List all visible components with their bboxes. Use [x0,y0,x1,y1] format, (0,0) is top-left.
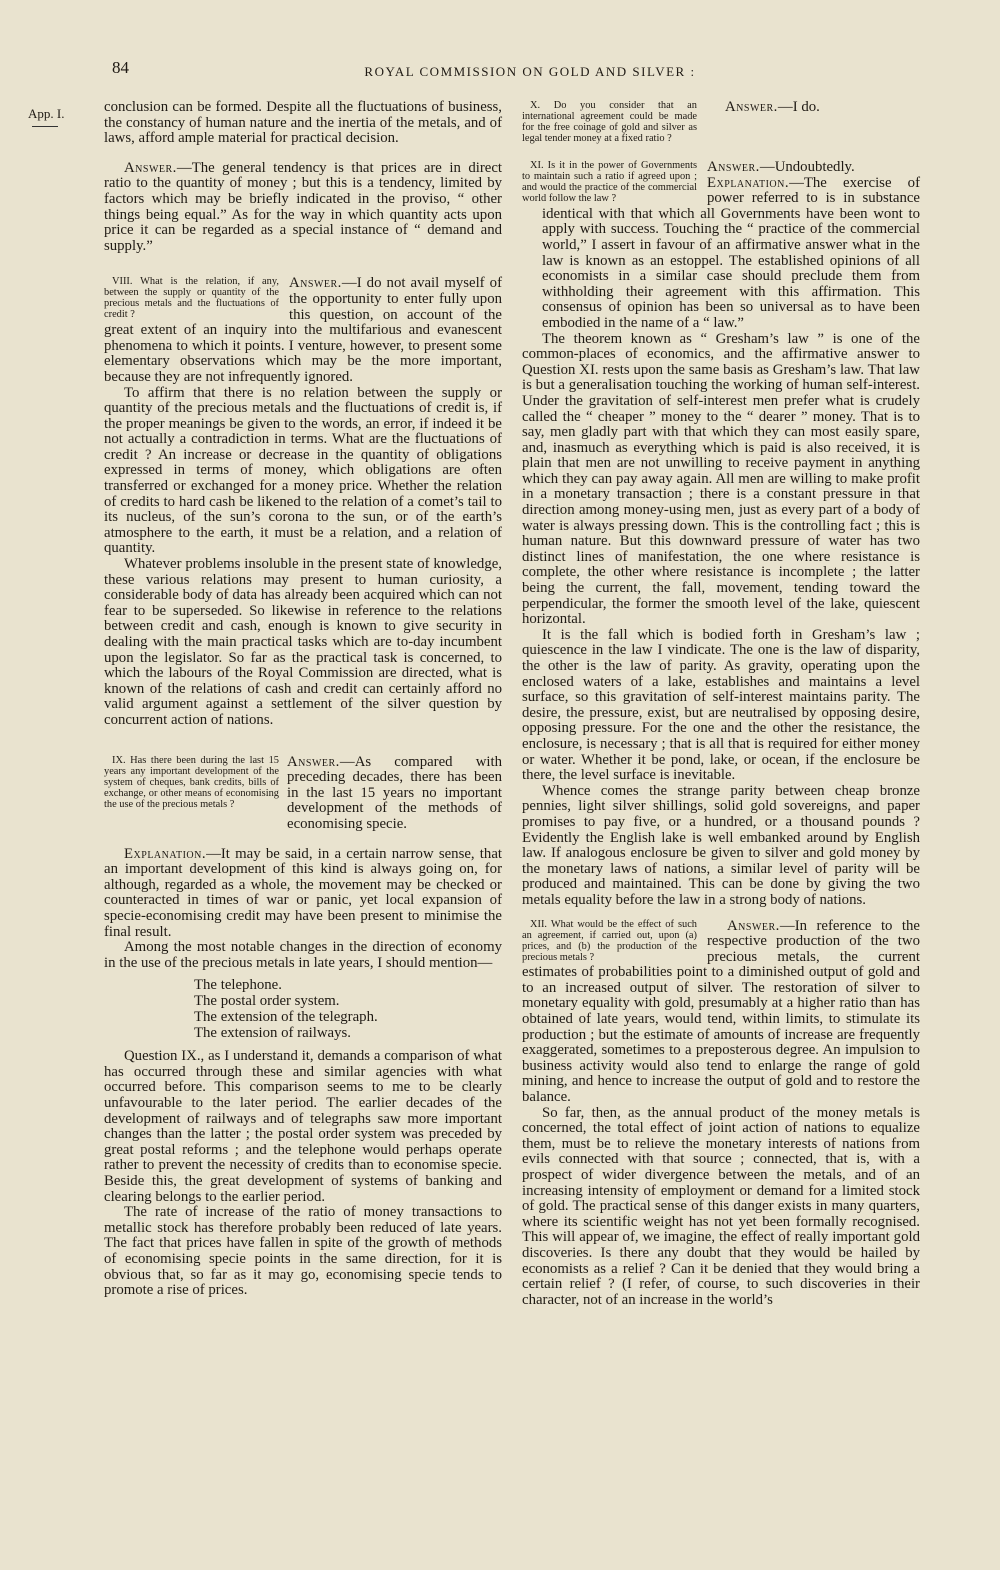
paragraph: So far, then, as the annual product of the money metals is concerned, the total effect of joint action of nations to equalize them, must be to relieve the monetary interests of nations from evils connected with that source ; connected, that is, with a prospect of wider divergence between the metals, and of an increasing intensity of employment or demand for a limited stock of gold. The practical sense of this danger exists in many quarters, where its scientific weight has not yet been formally recognised. This will appear of, we imagine, the effect of really important gold discoveries. Is there any doubt that they would be hailed by economists as a relief ? Can it be denied that they would bring a certain relief ? (I refer, of course, to such discoveries in their character, not of an increase in the world’s [522,1104,920,1308]
list-item: The telephone. [194,977,282,994]
list-item: The extension of railways. [194,1025,351,1042]
question-ix [104,755,279,833]
paragraph: Whence comes the strange parity between cheap bronze pennies, light silver shillings, solid gold sovereigns, and paper promises to pay five, or a hundred, or a thousand pounds ? Evidently the English lake is well embanked around by English law. If analogous enclosure be given to silver and gold money by the monetary laws of nations, a similar level of parity will be produced and maintained. This can be done by giving the two metals equality before the law in a strong body of nations. [522,782,920,908]
answer-label: Answer. [725,99,778,115]
left-column [104,100,502,1299]
answer-text: —In reference to the respective production of the two precious metals, the current estimates of probabilities point to a diminished output of gold and to an increased output of silver. The restoration of silver to monetary equality with gold, presumably at a higher ratio than has obtained of late years, would tend, within limits, to stimulate its production ; but the estimate of amounts of increase are frequently exaggerated, sometimes to a preposterous degree. An impulsion to business activity would also tend to enlarge the range of gold mining, and hence to increase the output of gold and to restore the balance. [522,917,920,1106]
answer-label: Answer. [727,917,780,934]
answer-label: Answer. [287,753,340,770]
answer-text: —As compared with preceding decades, there has been in the last 15 years no important development of the methods of economising specie. [287,753,502,832]
paragraph: Whatever problems insoluble in the present state of knowledge, these various relations may present to human curiosity, a considerable body of data has already been acquired which can not fear to be superseded. So likewise in reference to the relations between credit and cash, enough is known to give security in dealing with the main practical tasks which are to-day incumbent upon the legislator. So far as the practical task is concerned, to which the labours of the Royal Commission are directed, what is known of the relations of cash and credit can certainly afford no valid argument against a settlement of the silver question by concurrent action of nations. [104,556,502,728]
paragraph: Among the most notable changes in the direction of economy in the use of the precious metals in late years, I should mention— [104,939,502,971]
question-text: XI. Is it in the power of Governments to maintain such a ratio if agreed upon ; and would the practice of the commercial world follow the law ? [522,160,697,204]
answer-text: —Undoubtedly. [759,159,855,175]
answer-label: Answer. [707,159,760,175]
list-item: The postal order system. [194,993,340,1010]
answer-paragraph [104,161,502,255]
answer-text: —The general tendency is that prices are in direct ratio to the quantity of money ; but this is a tendency, limited by factors which may be briefly indicated in the proviso, “ other things being equal.” As for the way in which quantity acts upon price it can be regarded as a special instance of “ demand and supply.” [104,159,502,254]
changes-list [194,977,502,1041]
answer-x [705,100,920,144]
right-column [522,100,920,1308]
paragraph: Question IX., as I understand it, demands a comparison of what has occurred through these and similar agencies with what occurred before. This comparison seems to me to be clearly unfavourable to the later period. The earlier decades of the development of railways and of telegraphs saw more important changes than the latter ; the postal order system was preceded by great postal reforms ; and the telephone would perhaps operate rather to prevent the necessity of credits than to economise specie. Beside this, the great development of systems of banking and clearing belongs to the earlier period. [104,1048,502,1205]
explanation-label: Explanation. [124,845,207,862]
appendix-rule [32,126,58,127]
question-xii [522,919,697,963]
list-item: The extension of the telegraph. [194,1009,378,1026]
running-title: ROYAL COMMISSION ON GOLD AND SILVER : [364,64,696,79]
answer-text: —I do. [777,99,820,115]
explanation-label: Explanation. [707,174,790,191]
explanation-paragraph [104,847,502,941]
paragraph: The rate of increase of the ratio of money transactions to metallic stock has therefore probably been reduced of late years. The fact that prices have fallen in spite of the growth of methods of economising specie points in the same direction, for it is obvious that, so far as it may go, economising specie tends to promote a rise of prices. [104,1204,502,1299]
question-xi [522,160,697,204]
question-x [522,100,697,144]
answer-label: Answer. [289,275,342,292]
page-number: 84 [112,58,129,77]
paragraph: The theorem known as “ Gresham’s law ” is one of the common-places of economics, and the affirmative answer to Question XI. rests upon the same basis as Gresham’s law. That law is but a generalisation touching the working of human self-interest. Under the gravitation of self-interest men prefer what is crudely called the “ cheaper ” money to the “ dearer ” money. That is to say, men gladly part with that which they can most easily spare, and, inasmuch as everything which is paid is also received, it is plain that men are not unwilling to receive payment in anything which they can pay away again. All men are willing to make profit in a monetary transaction ; there is a constant pressure in that direction among money-using men, just as every part of a body of water is always pressing down. This is the controlling fact ; this is human nature. But this downward pressure of water has two distinct lines of manifestation, the one where resistance is complete, the other where resistance is incomplete ; the latter being the current, the fall, movement, tending toward the perpendicular, the former the smooth level of the lake, quiescent horizontal. [522,330,920,628]
explanation-text: —It may be said, in a certain narrow sense, that an important development of this kind is always going on, for although, regarded as a whole, the movement may be checked or counteracted in times of war or panic, yet local expansion of specie-economising credit may have been present to minimise the final result. [104,845,502,940]
answer-label: Answer. [124,159,177,176]
question-answer-ix [104,755,502,833]
question-text: VIII. What is the relation, if any, between the supply or quantity of the precious metals and the fluctuations of credit ? [104,276,279,321]
question-text: IX. Has there been during the last 15 years any important development of the system of cheques, bank credits, bills of exchange, or other means of economising the use of the precious metals ? [104,754,279,810]
paragraph: conclusion can be formed. Despite all the fluctuations of business, the constancy of human nature and the inertia of the metals, and of laws, afford ample material for practical decision. [104,99,502,147]
explanation-text: —The exercise of power referred to is in substance identical with that which all Governments have been wont to apply with success. Touching the “ practice of the commercial world,” I assert in favour of an affirmative answer what in the law is known as an estoppel. The established opinions of all economists in a similar case should preclude them from withholding their agreement with this affirmation. This consensus of opinion has been so universal as to have been embodied in the name of a “ law.” [542,174,920,331]
question-text: XII. What would be the effect of such an agreement, if carried out, upon (a) prices, and (b) the production of the precious metals ? [522,918,697,963]
question-text: X. Do you consider that an international agreement could be made for the free coinage of gold and silver as legal tender money at a fixed ratio ? [522,100,697,144]
question-viii [104,276,279,320]
paragraph: It is the fall which is bodied forth in Gresham’s law ; quiescence in the law I vindicate. The one is the law of disparity, the other is the law of parity. As gravity, operating upon the enclosed waters of a lake, establishes and maintains a level surface, so this gravitation of self-interest maintains parity. The desire, the pressure, exist, but are neutralised by opposing desire, opposing pressure. For the one and the other the resistance, the enclosure, is necessary ; that is all that is required for either money or water. Whether it be pond, lake, or ocean, if the enclosure be there, the level surface is inevitable. [522,626,920,784]
question-answer-x [522,100,920,144]
answer-ix [287,755,502,833]
answer-text: —I do not avail myself of the opportunity to enter fully upon this question, on account of the great extent of an inquiry into the multifarious and evanescent phenomena to which it points. I venture, however, to present some elementary observations which may be the more important, because they are not infrequently ignored. [104,275,502,385]
appendix-mark: App. I. [28,106,65,121]
paragraph: To affirm that there is no relation between the supply or quantity of the precious metals and the fluctuations of credit is, if the proper meanings be given to the words, an error, if indeed it be not actually a contradiction in terms. What are the fluctuations of credit ? An increase or decrease in the quantity of obligations expressed in terms of money, which obligations are often transferred or exchanged for a money price. Whether the relation of credits to hard cash be likened to the relation of a comet’s tail to its nucleus, of the sun’s corona to the sun, or of the earth’s atmosphere to the earth, it must be a relation, and a relation of quantity. [104,384,502,557]
